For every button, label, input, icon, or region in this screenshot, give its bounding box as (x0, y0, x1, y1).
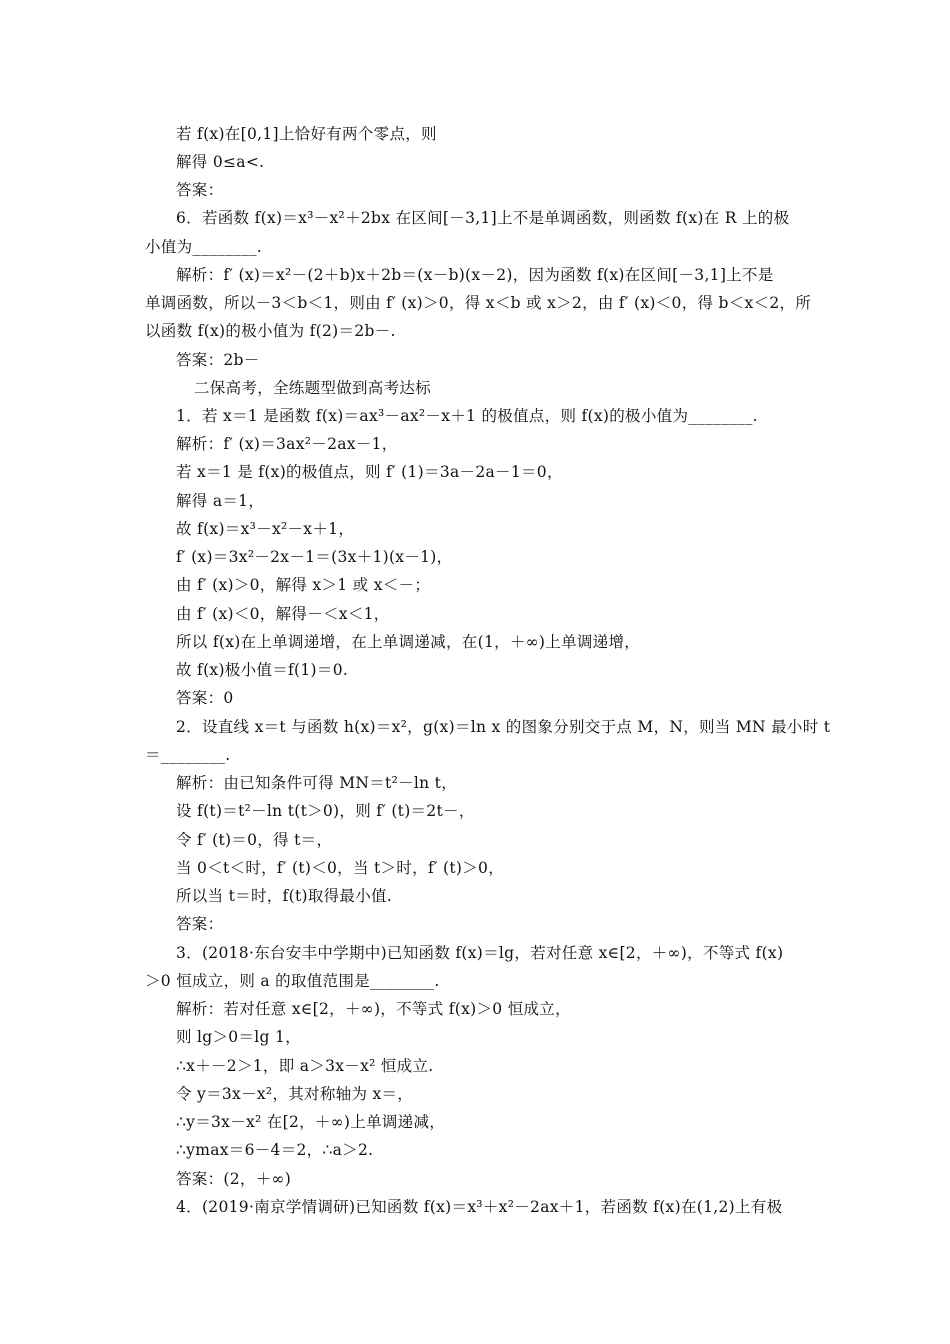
text-line: 解析：由已知条件可得 MN＝t²－ln t， (176, 774, 457, 792)
text-line: 答案：2b－ (176, 351, 260, 369)
text-line: 故 f(x)极小值＝f(1)＝0. (176, 661, 349, 679)
text-line: 解析：f′ (x)＝x²－(2＋b)x＋2b＝(x－b)(x－2)，因为函数 f(x)在区间[－3,1]上不是 (176, 266, 774, 284)
text-line: 答案：(2，＋∞) (176, 1170, 292, 1188)
text-line: 3．(2018·东台安丰中学期中)已知函数 f(x)＝lg，若对任意 x∈[2，＋∞)，不等式 f(x) (176, 944, 784, 962)
text-line: 答案：0 (176, 689, 234, 707)
text-line: 解析：f′ (x)＝3ax²－2ax－1， (176, 435, 398, 453)
text-line: 由 f′ (x)＞0，解得 x＞1 或 x＜－； (176, 576, 431, 594)
text-line: 4．(2019·南京学情调研)已知函数 f(x)＝x³＋x²－2ax＋1，若函数 f(x)在(1,2)上有极 (176, 1198, 783, 1216)
text-line: 所以 f(x)在上单调递增，在上单调递减，在(1，＋∞)上单调递增， (176, 633, 641, 651)
text-line: 若 f(x)在[0,1]上恰好有两个零点，则 (176, 125, 437, 143)
text-line: 则 lg＞0＝lg 1， (176, 1028, 301, 1046)
text-line: f′ (x)＝3x²－2x－1＝(3x＋1)(x－1)， (176, 548, 453, 566)
text-line: 若 x＝1 是 f(x)的极值点，则 f′ (1)＝3a－2a－1＝0， (176, 463, 563, 481)
text-line: 解得 0≤a<. (176, 153, 265, 171)
text-line: ∴y＝3x－x² 在[2，＋∞)上单调递减， (176, 1113, 446, 1131)
text-line: ＝________. (145, 746, 231, 764)
text-line: 令 y＝3x－x²，其对称轴为 x＝， (176, 1085, 414, 1103)
text-line: 单调函数，所以－3＜b＜1，则由 f′ (x)＞0，得 x＜b 或 x＞2，由 f′ (x)＜0，得 b＜x＜2，所 (145, 294, 812, 312)
text-line: ∴ymax＝6－4＝2，∴a＞2. (176, 1141, 374, 1159)
text-line: 1．若 x＝1 是函数 f(x)＝ax³－ax²－x＋1 的极值点，则 f(x)的极小值为________. (176, 407, 758, 425)
text-line: 2．设直线 x＝t 与函数 h(x)＝x²，g(x)＝ln x 的图象分别交于点 M，N，则当 MN 最小时 t (176, 718, 831, 736)
text-line: 6．若函数 f(x)＝x³－x²＋2bx 在区间[－3,1]上不是单调函数，则函数 f(x)在 R 上的极 (176, 209, 790, 227)
text-line: ∴x＋－2＞1，即 a＞3x－x² 恒成立. (176, 1057, 434, 1075)
text-line: ＞0 恒成立，则 a 的取值范围是________. (145, 972, 440, 990)
text-line: 解得 a＝1， (176, 492, 265, 510)
text-line: 解析：若对任意 x∈[2，＋∞)，不等式 f(x)＞0 恒成立， (176, 1000, 571, 1018)
text-line: 二保高考，全练题型做到高考达标 (194, 379, 432, 397)
text-line: 故 f(x)＝x³－x²－x＋1， (176, 520, 355, 538)
text-line: 以函数 f(x)的极小值为 f(2)＝2b－. (145, 322, 396, 340)
text-line: 所以当 t＝时，f(t)取得最小值. (176, 887, 393, 905)
text-line: 当 0＜t＜时，f′ (t)＜0，当 t＞时，f′ (t)＞0， (176, 859, 505, 877)
text-line: 设 f(t)＝t²－ln t(t＞0)，则 f′ (t)＝2t－， (176, 802, 475, 820)
text-line: 小值为________. (145, 238, 263, 256)
text-line: 答案： (176, 181, 224, 199)
text-line: 答案： (176, 915, 224, 933)
text-line: 令 f′ (t)＝0，得 t＝， (176, 831, 333, 849)
text-line: 由 f′ (x)＜0，解得－＜x＜1， (176, 605, 390, 623)
